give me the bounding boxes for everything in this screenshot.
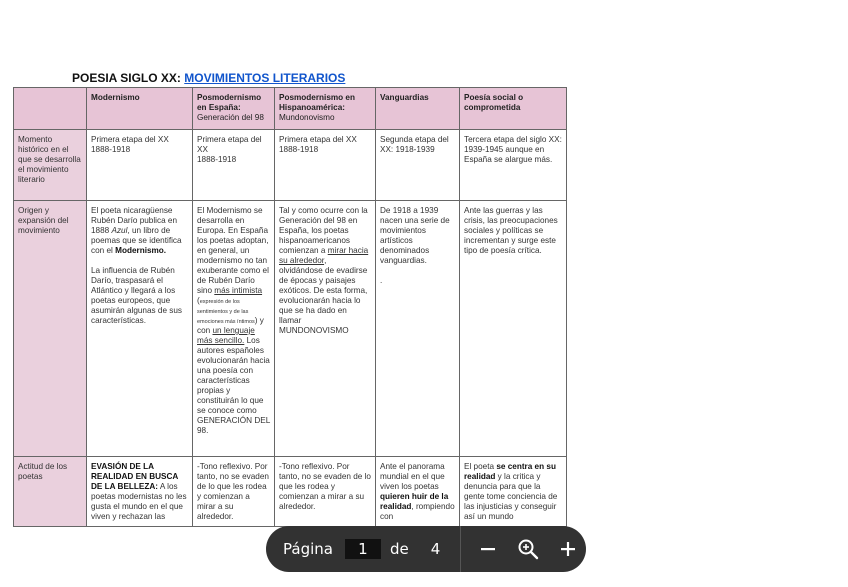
cell-modernismo-momento: Primera etapa del XX 1888-1918 (87, 130, 193, 201)
total-pages: 4 (430, 540, 441, 558)
table-header-row (14, 88, 567, 130)
toolbar-divider (460, 526, 461, 572)
cell-vanguardias-origen: De 1918 a 1939 nacen una serie de movimientos artísticos denominados vanguardias. . (376, 201, 460, 457)
row-label-origen: Origen y expansión del movimiento (14, 201, 87, 457)
title-prefix: POESIA SIGLO XX: (72, 71, 185, 85)
plus-icon[interactable] (554, 535, 582, 563)
header-posmodernismo-hispanoamerica: Posmodernismo en Hispanoamérica: Mundonovismo (275, 88, 376, 130)
title-link[interactable]: MOVIMIENTOS LITERARIOS (184, 71, 346, 85)
minus-icon[interactable] (474, 535, 502, 563)
table-row (14, 130, 567, 201)
cell-hispano-actitud: -Tono reflexivo. Por tanto, no se evaden de lo que les rodea y comienzan a mirar a su alrededor. (275, 457, 376, 527)
header-corner (14, 88, 87, 130)
cell-vanguardias-actitud: Ante el panorama mundial en el que viven los poetas quieren huir de la realidad, rompiendo con (376, 457, 460, 527)
cell-vanguardias-momento: Segunda etapa del XX: 1918-1939 (376, 130, 460, 201)
cell-modernismo-origen: El poeta nicaragüense Rubén Darío publica en 1888 Azul, un libro de poemas que se identifica con el Modernismo. La influencia de Rubén Darío, traspasará el Atlántico y llegará a los poetas europeos, que asumirán algunas de sus características. (87, 201, 193, 457)
row-label-momento: Momento histórico en el que se desarrolla el movimiento literario (14, 130, 87, 201)
header-vanguardias: Vanguardias (376, 88, 460, 130)
literary-movements-table (13, 87, 567, 527)
cell-hispano-momento: Primera etapa del XX 1888-1918 (275, 130, 376, 201)
cell-social-actitud: El poeta se centra en su realidad y la critica y denuncia para que la gente tome conciencia de las injusticias y conseguir así un mundo (460, 457, 567, 527)
cell-modernismo-actitud: EVASIÓN DE LA REALIDAD EN BUSCA DE LA BELLEZA: A los poetas modernistas no les gusta el mundo en el que viven y rechazan las (87, 457, 193, 527)
cell-espana-origen: El Modernismo se desarrolla en Europa. En España los poetas adoptan, en general, un modernismo no tan exuberante como el de Rubén Darío sino más intimista (expresión de los sentimientos y de las emociones más íntimos) y con un lenguaje más sencillo. Los autores españoles evolucionarán hacia una poesía con características propias y constituirán lo que se conoce como GENERACIÓN DEL 98. (193, 201, 275, 457)
current-page-input[interactable]: 1 (345, 539, 381, 559)
page-label: Página (283, 540, 333, 558)
cell-espana-momento: Primera etapa del XX 1888-1918 (193, 130, 275, 201)
pdf-viewer-toolbar (266, 526, 586, 572)
header-poesia-social: Poesía social o comprometida (460, 88, 567, 130)
of-label: de (389, 540, 409, 558)
row-label-actitud: Actitud de los poetas (14, 457, 87, 527)
cell-espana-actitud: -Tono reflexivo. Por tanto, no se evaden de lo que les rodea y comienzan a mirar a su alrededor. (193, 457, 275, 527)
cell-social-momento: Tercera etapa del siglo XX: 1939-1945 aunque en España se alargue más. (460, 130, 567, 201)
header-modernismo: Modernismo (87, 88, 193, 130)
cell-hispano-origen: Tal y como ocurre con la Generación del 98 en España, los poetas hispanoamericanos comienzan a mirar hacia su alrededor, olvidándose de evadirse de épocas y paisajes exóticos. De esta forma, evolucionarán hacia lo que se ha dado en llamar MUNDONOVISMO (275, 201, 376, 457)
cell-social-origen: Ante las guerras y las crisis, las preocupaciones sociales y políticas se incrementan y surge este tipo de poesía crítica. (460, 201, 567, 457)
header-posmodernismo-espana: Posmodernismo en España: Generación del 98 (193, 88, 275, 130)
zoom-magnifier-icon[interactable] (514, 535, 542, 563)
table-row (14, 457, 567, 527)
document-title (72, 71, 345, 85)
table-row (14, 201, 567, 457)
